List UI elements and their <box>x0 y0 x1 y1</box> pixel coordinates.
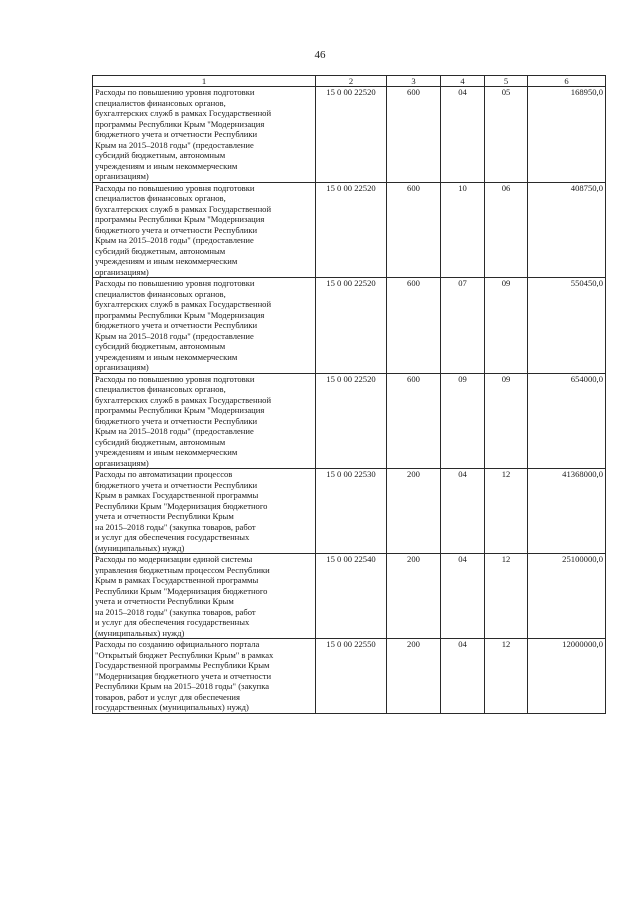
column-header: 6 <box>528 76 606 87</box>
section-code: 09 <box>441 373 485 469</box>
target-code: 15 0 00 22520 <box>316 182 387 278</box>
column-header: 1 <box>93 76 316 87</box>
expense-type: 200 <box>387 469 441 554</box>
column-header: 5 <box>485 76 528 87</box>
subsection-code: 05 <box>485 87 528 183</box>
expense-name: Расходы по модернизации единой системы управления бюджетным процессом Республики Крым в рамках Государственной программы Республики Крым "Модернизация бюджетного учета и отчетности Республики Крым на 2015–2018 годы" (закупка товаров, работ и услуг для обеспечения государственных (муниципальных) нужд) <box>93 554 316 639</box>
expense-name: Расходы по повышению уровня подготовки специалистов финансовых органов, бухгалтерских служб в рамках Государственной программы Республики Крым "Модернизация бюджетного учета и отчетности Республики Крым на 2015–2018 годы" (предоставление субсидий бюджетным, автономным учреждениям и иным некоммерческим организациям) <box>93 182 316 278</box>
expense-type: 200 <box>387 554 441 639</box>
table-row <box>93 554 606 639</box>
table-row <box>93 182 606 278</box>
section-code: 04 <box>441 469 485 554</box>
expense-type: 200 <box>387 639 441 714</box>
table-row <box>93 278 606 374</box>
section-code: 07 <box>441 278 485 374</box>
expense-name: Расходы по повышению уровня подготовки специалистов финансовых органов, бухгалтерских служб в рамках Государственной программы Республики Крым "Модернизация бюджетного учета и отчетности Республики Крым на 2015–2018 годы" (предоставление субсидий бюджетным, автономным учреждениям и иным некоммерческим организациям) <box>93 373 316 469</box>
target-code: 15 0 00 22520 <box>316 373 387 469</box>
amount: 25100000,0 <box>528 554 606 639</box>
subsection-code: 09 <box>485 373 528 469</box>
expense-type: 600 <box>387 278 441 374</box>
section-code: 10 <box>441 182 485 278</box>
amount: 168950,0 <box>528 87 606 183</box>
target-code: 15 0 00 22520 <box>316 87 387 183</box>
column-header: 3 <box>387 76 441 87</box>
table-row <box>93 469 606 554</box>
target-code: 15 0 00 22540 <box>316 554 387 639</box>
expense-name: Расходы по повышению уровня подготовки специалистов финансовых органов, бухгалтерских служб в рамках Государственной программы Республики Крым "Модернизация бюджетного учета и отчетности Республики Крым на 2015–2018 годы" (предоставление субсидий бюджетным, автономным учреждениям и иным некоммерческим организациям) <box>93 87 316 183</box>
expense-name: Расходы по автоматизации процессов бюджетного учета и отчетности Республики Крым в рамках Государственной программы Республики Крым "Модернизация бюджетного учета и отчетности Республики Крым на 2015–2018 годы" (закупка товаров, работ и услуг для обеспечения государственных (муниципальных) нужд) <box>93 469 316 554</box>
column-header: 2 <box>316 76 387 87</box>
amount: 408750,0 <box>528 182 606 278</box>
table-row <box>93 87 606 183</box>
section-code: 04 <box>441 554 485 639</box>
target-code: 15 0 00 22520 <box>316 278 387 374</box>
expense-name: Расходы по созданию официального портала "Открытый бюджет Республики Крым" в рамках Государственной программы Республики Крым "Модернизация бюджетного учета и отчетности Республики Крым на 2015–2018 годы" (закупка товаров, работ и услуг для обеспечения государственных (муниципальных) нужд) <box>93 639 316 714</box>
expense-type: 600 <box>387 373 441 469</box>
section-code: 04 <box>441 639 485 714</box>
subsection-code: 06 <box>485 182 528 278</box>
subsection-code: 09 <box>485 278 528 374</box>
budget-table <box>92 75 606 714</box>
amount: 41368000,0 <box>528 469 606 554</box>
subsection-code: 12 <box>485 554 528 639</box>
column-header: 4 <box>441 76 485 87</box>
expense-type: 600 <box>387 182 441 278</box>
subsection-code: 12 <box>485 639 528 714</box>
subsection-code: 12 <box>485 469 528 554</box>
table-row <box>93 639 606 714</box>
target-code: 15 0 00 22530 <box>316 469 387 554</box>
amount: 12000000,0 <box>528 639 606 714</box>
target-code: 15 0 00 22550 <box>316 639 387 714</box>
page-number: 46 <box>314 49 326 61</box>
header-row <box>93 76 606 87</box>
expense-type: 600 <box>387 87 441 183</box>
section-code: 04 <box>441 87 485 183</box>
expense-name: Расходы по повышению уровня подготовки специалистов финансовых органов, бухгалтерских служб в рамках Государственной программы Республики Крым "Модернизация бюджетного учета и отчетности Республики Крым на 2015–2018 годы" (предоставление субсидий бюджетным, автономным учреждениям и иным некоммерческим организациям) <box>93 278 316 374</box>
amount: 550450,0 <box>528 278 606 374</box>
amount: 654000,0 <box>528 373 606 469</box>
table-row <box>93 373 606 469</box>
